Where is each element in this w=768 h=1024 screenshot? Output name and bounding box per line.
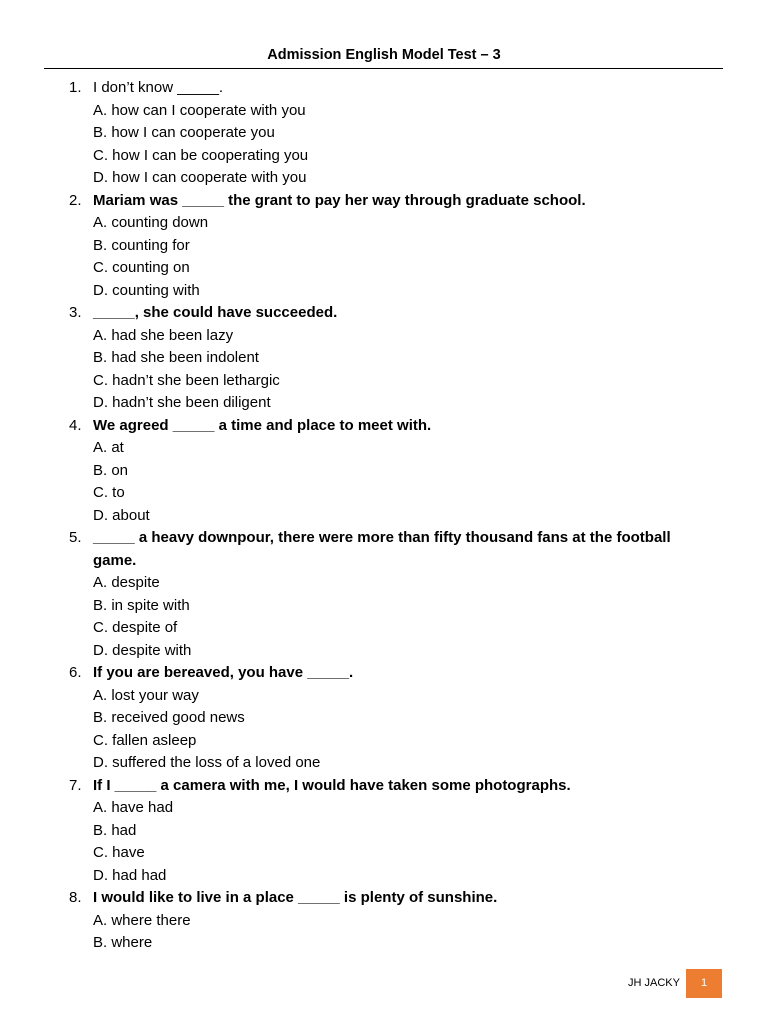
option-b: B. had she been indolent [93,349,259,366]
question-text: Mariam was _____ the grant to pay her way through graduate school. [93,191,586,209]
page-number-badge: 1 [686,969,722,998]
option-b: B. had [93,821,137,839]
option-c: C. fallen asleep [93,731,197,749]
option-a: A. lost your way [93,686,199,704]
option-a: A. where there [93,911,191,929]
option-a: A. at [93,439,124,456]
question-1 [0,77,768,190]
question-3 [0,302,768,415]
page-title: Admission English Model Test – 3 [267,47,501,63]
question-number: 4. [69,416,82,434]
question-list [0,77,768,955]
option-a: A. how can I cooperate with you [93,101,306,119]
option-c: C. how I can be cooperating you [93,146,309,164]
question-7 [0,775,768,888]
footer-author: JH JACKY [628,977,680,989]
option-b: B. how I can cooperate you [93,124,275,141]
question-text: I would like to live in a place _____ is plenty of sunshine. [93,889,498,906]
question-number: 8. [69,889,82,906]
option-c: C. hadn’t she been lethargic [93,371,280,389]
option-a: A. had she been lazy [93,326,234,344]
option-c: C. to [93,484,125,501]
option-b: B. on [93,461,129,479]
question-text: If you are bereaved, you have _____. [93,664,354,681]
option-b: B. in spite with [93,596,190,614]
question-text: If I _____ a camera with me, I would have taken some photographs. [93,776,571,794]
option-d: D. counting with [93,281,200,299]
option-c: C. counting on [93,259,190,276]
option-d: D. about [93,506,150,524]
question-text: I don’t know _____. [93,79,224,96]
question-text-continued: game. [93,551,137,569]
option-c: C. despite of [93,619,178,636]
question-8 [0,887,768,955]
question-number: 3. [69,304,82,321]
option-b: B. where [93,934,153,951]
option-b: B. counting for [93,236,190,254]
question-4 [0,415,768,528]
option-d: D. had had [93,866,167,884]
option-a: A. counting down [93,214,209,231]
question-number: 1. [69,79,82,96]
question-number: 5. [69,529,82,546]
option-d: D. suffered the loss of a loved one [93,754,321,771]
option-c: C. have [93,844,145,861]
option-a: A. despite [93,574,160,591]
option-d: D. despite with [93,641,192,659]
question-2 [0,190,768,303]
option-d: D. how I can cooperate with you [93,169,307,186]
question-text: _____ a heavy downpour, there were more than fifty thousand fans at the football [93,529,671,546]
option-b: B. received good news [93,709,245,726]
question-5 [0,527,768,662]
question-number: 6. [69,664,82,681]
question-text: We agreed _____ a time and place to meet with. [93,416,432,434]
option-a: A. have had [93,799,174,816]
option-d: D. hadn’t she been diligent [93,394,271,411]
question-6 [0,662,768,775]
header-rule [44,68,723,69]
question-number: 7. [69,776,82,794]
question-number: 2. [69,191,82,209]
question-text: _____, she could have succeeded. [93,304,338,321]
